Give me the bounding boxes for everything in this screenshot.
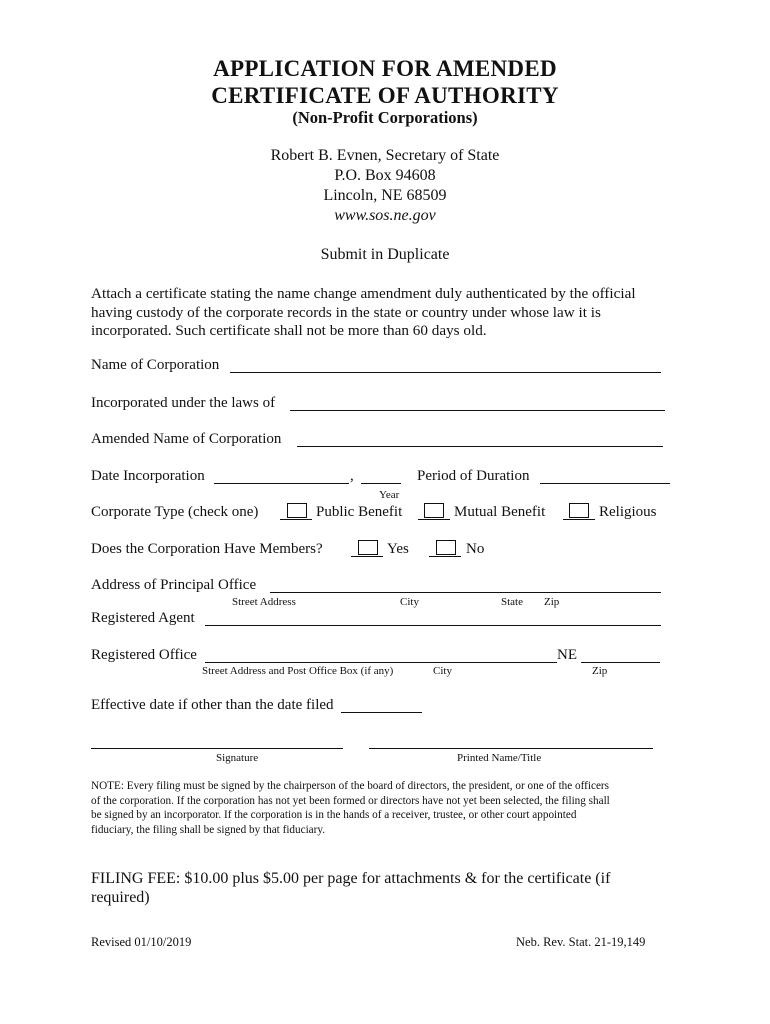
signature-caption: Signature bbox=[216, 752, 259, 764]
date-incorporation-label: Date Incorporation bbox=[91, 468, 205, 484]
website-link[interactable]: www.sos.ne.gov bbox=[334, 207, 436, 224]
public-benefit-checkbox[interactable] bbox=[287, 503, 307, 518]
period-of-duration-label: Period of Duration bbox=[417, 468, 530, 484]
incorporated-under-field[interactable] bbox=[290, 410, 665, 411]
religious-underline bbox=[563, 519, 595, 520]
name-of-corporation-field[interactable] bbox=[230, 372, 661, 373]
subtitle: (Non-Profit Corporations) bbox=[292, 108, 478, 127]
amended-name-field[interactable] bbox=[297, 446, 663, 447]
corporate-type-label: Corporate Type (check one) bbox=[91, 504, 259, 520]
street-po-box-caption: Street Address and Post Office Box (if any) bbox=[202, 665, 394, 677]
year-caption: Year bbox=[379, 489, 400, 501]
members-yes-label: Yes bbox=[387, 541, 409, 557]
note-line-3: be signed by an incorporator. If the corporation is in the hands of a receiver, trustee, or other court appointed bbox=[91, 809, 577, 821]
state-caption: State bbox=[501, 596, 523, 608]
title-line-2: CERTIFICATE OF AUTHORITY bbox=[211, 83, 559, 108]
signature-field[interactable] bbox=[91, 748, 343, 749]
date-incorporation-field[interactable] bbox=[214, 483, 349, 484]
instructions-line-3: incorporated. Such certificate shall not be more than 60 days old. bbox=[91, 322, 487, 339]
instructions-line-2: having custody of the corporate records in the state or country under whose law it is bbox=[91, 303, 601, 321]
religious-label: Religious bbox=[599, 504, 657, 520]
registered-office-zip-field[interactable] bbox=[581, 662, 660, 663]
printed-name-field[interactable] bbox=[369, 748, 653, 749]
zip-caption-2: Zip bbox=[592, 665, 608, 677]
note-line-4: fiduciary, the filing shall be signed by that fiduciary. bbox=[91, 823, 326, 836]
amended-name-label: Amended Name of Corporation bbox=[91, 431, 282, 447]
submit-in-duplicate: Submit in Duplicate bbox=[320, 246, 450, 263]
members-no-label: No bbox=[466, 541, 485, 557]
state-ne: NE bbox=[557, 647, 577, 663]
note-paragraph bbox=[91, 779, 610, 837]
filing-fee bbox=[91, 869, 610, 907]
zip-caption: Zip bbox=[544, 596, 560, 608]
mutual-benefit-checkbox[interactable] bbox=[424, 503, 444, 518]
city-state-zip: Lincoln, NE 68509 bbox=[323, 187, 447, 204]
filing-fee-line-2: required) bbox=[91, 889, 150, 906]
principal-office-label: Address of Principal Office bbox=[91, 577, 257, 593]
revised-date: Revised 01/10/2019 bbox=[91, 935, 192, 949]
instructions-line-1: Attach a certificate stating the name change amendment duly authenticated by the official bbox=[91, 285, 636, 302]
note-line-2: of the corporation. If the corporation has not yet been formed or directors have not yet been selected, the filing shall bbox=[91, 794, 610, 807]
effective-date-field[interactable] bbox=[341, 712, 422, 713]
date-comma: , bbox=[350, 468, 354, 484]
po-box: P.O. Box 94608 bbox=[334, 167, 436, 184]
city-caption: City bbox=[400, 596, 419, 608]
city-caption-2: City bbox=[433, 665, 452, 677]
members-no-underline bbox=[429, 556, 461, 557]
registered-office-field[interactable] bbox=[205, 662, 557, 663]
statute-reference: Neb. Rev. Stat. 21-19,149 bbox=[516, 935, 646, 949]
street-address-caption: Street Address bbox=[232, 596, 296, 608]
secretary-of-state: Robert B. Evnen, Secretary of State bbox=[270, 147, 500, 164]
principal-office-field[interactable] bbox=[270, 592, 661, 593]
public-benefit-underline bbox=[280, 519, 312, 520]
mutual-benefit-label: Mutual Benefit bbox=[454, 504, 546, 520]
instructions bbox=[91, 285, 636, 341]
incorporated-under-label: Incorporated under the laws of bbox=[91, 395, 276, 411]
members-question-label: Does the Corporation Have Members? bbox=[91, 541, 323, 557]
registered-office-label: Registered Office bbox=[91, 647, 197, 663]
members-yes-underline bbox=[351, 556, 383, 557]
name-of-corporation-label: Name of Corporation bbox=[91, 357, 220, 373]
registered-agent-label: Registered Agent bbox=[91, 610, 195, 626]
printed-name-caption: Printed Name/Title bbox=[457, 752, 542, 764]
note-line-1: NOTE: Every filing must be signed by the chairperson of the board of directors, the president, or one of the officers bbox=[91, 780, 609, 792]
mutual-benefit-underline bbox=[418, 519, 450, 520]
title-line-1: APPLICATION FOR AMENDED bbox=[213, 56, 557, 81]
religious-checkbox[interactable] bbox=[569, 503, 589, 518]
filing-fee-line-1: FILING FEE: $10.00 plus $5.00 per page for attachments & for the certificate (if bbox=[91, 870, 611, 887]
year-field[interactable] bbox=[361, 483, 401, 484]
public-benefit-label: Public Benefit bbox=[316, 504, 403, 520]
members-no-checkbox[interactable] bbox=[436, 540, 456, 555]
registered-agent-field[interactable] bbox=[205, 625, 661, 626]
effective-date-label: Effective date if other than the date filed bbox=[91, 697, 334, 713]
members-yes-checkbox[interactable] bbox=[358, 540, 378, 555]
period-of-duration-field[interactable] bbox=[540, 483, 670, 484]
